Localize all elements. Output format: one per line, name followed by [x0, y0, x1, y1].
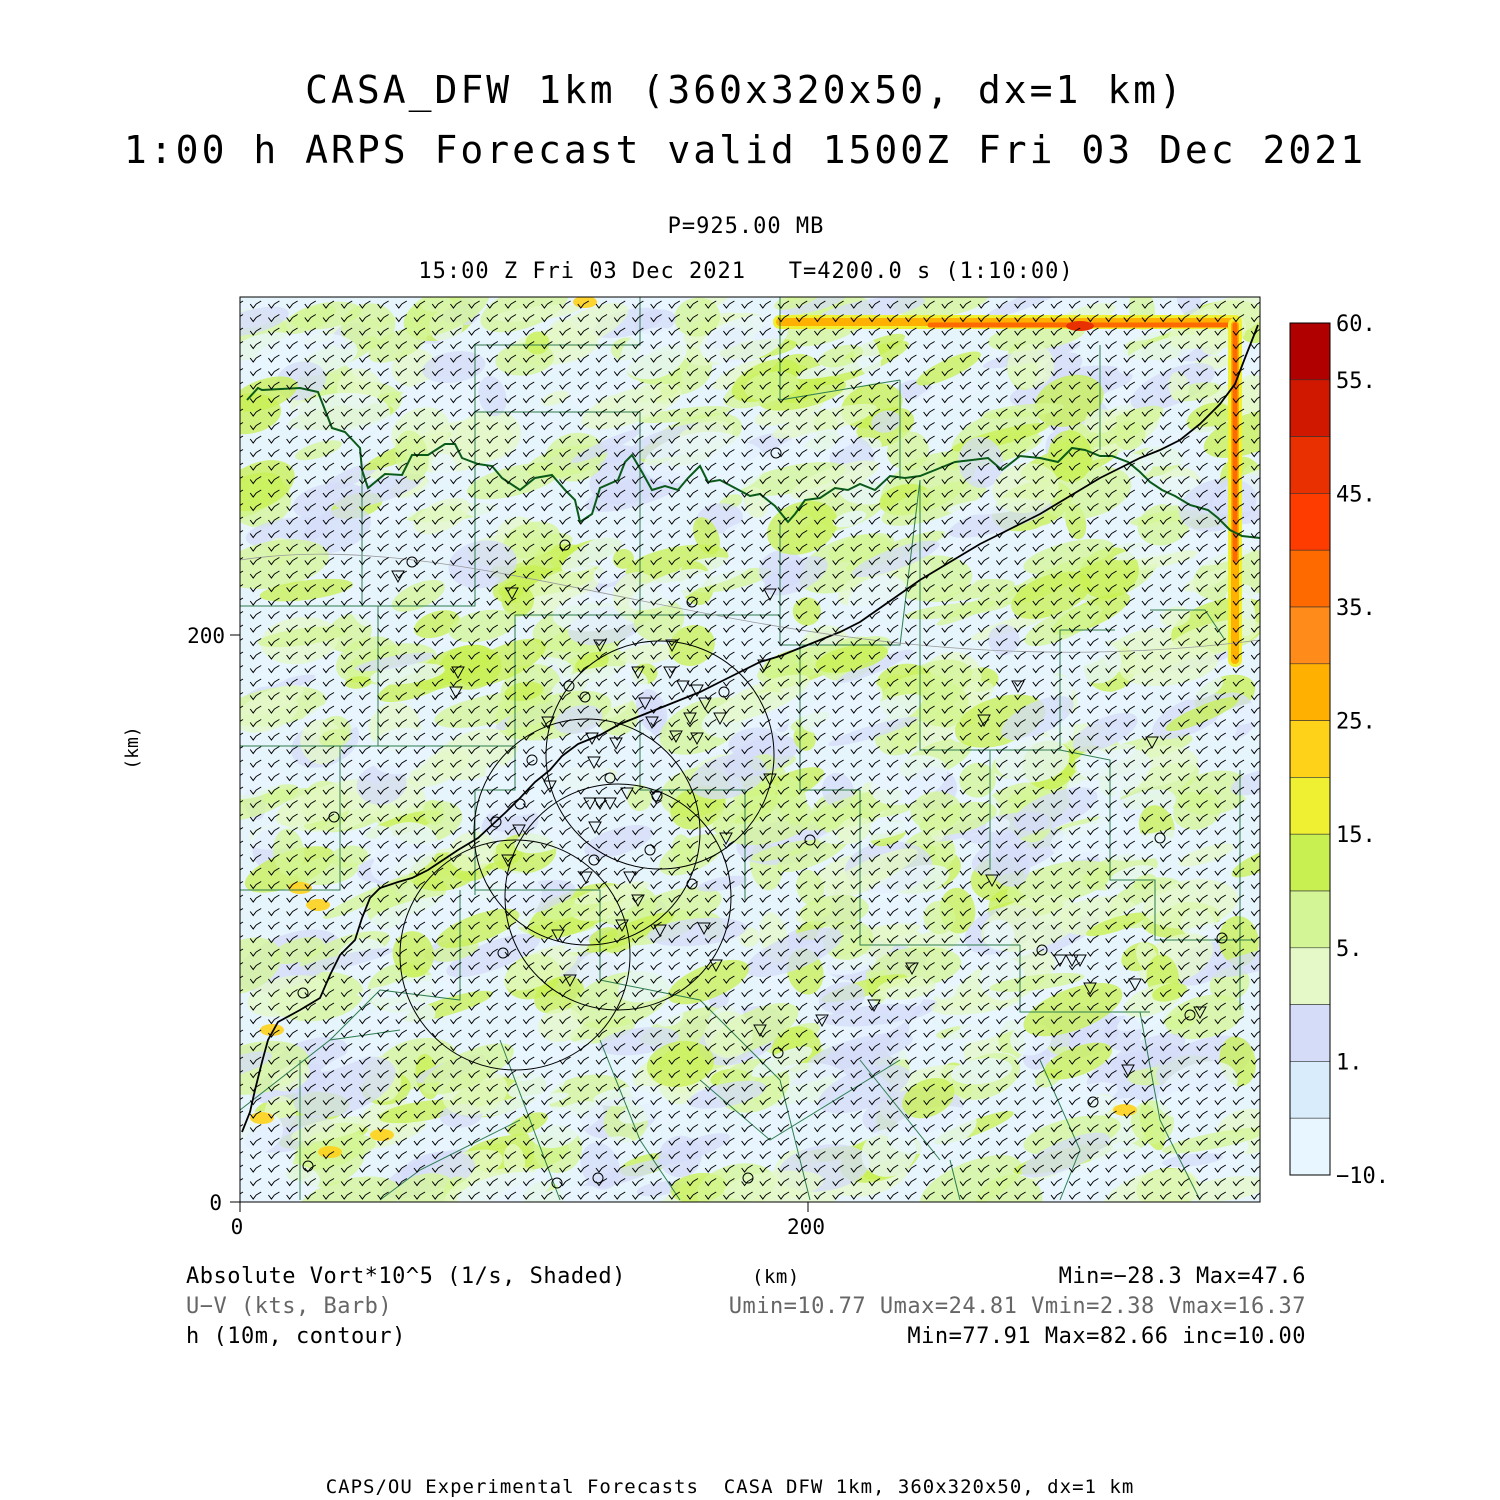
- colorbar-segment: [1290, 323, 1330, 380]
- colorbar-segment: [1290, 380, 1330, 437]
- colorbar-label: −10.: [1336, 1164, 1389, 1189]
- valid-time: 15:00 Z Fri 03 Dec 2021 T=4200.0 s (1:10:00): [418, 259, 1074, 284]
- vorticity-peak: [370, 1129, 394, 1141]
- colorbar-segment: [1290, 437, 1330, 494]
- vorticity-peak: [318, 1146, 342, 1158]
- colorbar-label: 60.: [1336, 312, 1376, 337]
- colorbar-segment: [1290, 721, 1330, 778]
- vorticity-shading: [192, 269, 1306, 1238]
- colorbar-label: 5.: [1336, 936, 1363, 962]
- colorbar-segment: [1290, 777, 1330, 834]
- chart-title-line1: CASA_DFW 1km (360x320x50, dx=1 km): [305, 68, 1185, 112]
- vorticity-peak: [1113, 1104, 1137, 1116]
- credit-line: CAPS/OU Experimental Forecasts CASA DFW 1km, 360x320x50, dx=1 km: [325, 1476, 1135, 1498]
- field2-range: Umin=10.77 Umax=24.81 Vmin=2.38 Vmax=16.37: [728, 1294, 1306, 1319]
- field3-name: h (10m, contour): [186, 1324, 406, 1349]
- x-tick-0: 0: [230, 1215, 244, 1239]
- colorbar-segment: [1290, 891, 1330, 948]
- chart-title-line2: 1:00 h ARPS Forecast valid 1500Z Fri 03 Dec 2021: [123, 128, 1367, 172]
- pressure-level: P=925.00 MB: [667, 214, 825, 239]
- x-axis-label: (km): [752, 1266, 800, 1288]
- colorbar-label: 25.: [1336, 709, 1376, 735]
- field2-name: U−V (kts, Barb): [186, 1294, 393, 1319]
- vorticity-peak: [1066, 321, 1094, 331]
- x-tick-200: 200: [787, 1215, 825, 1239]
- colorbar-segment: [1290, 948, 1330, 1005]
- colorbar-label: 45.: [1336, 482, 1376, 508]
- colorbar-segment: [1290, 493, 1330, 550]
- y-tick-0: 0: [209, 1191, 222, 1215]
- field3-range: Min=77.91 Max=82.66 inc=10.00: [907, 1324, 1306, 1349]
- field1-name: Absolute Vort*10^5 (1/s, Shaded): [186, 1264, 626, 1289]
- colorbar-segment: [1290, 834, 1330, 891]
- vorticity-peak: [573, 296, 597, 308]
- colorbar-label: 35.: [1336, 596, 1376, 621]
- colorbar-segment: [1290, 607, 1330, 664]
- colorbar-segment: [1290, 550, 1330, 607]
- colorbar: [1290, 312, 1389, 1189]
- colorbar-segment: [1290, 664, 1330, 721]
- colorbar-label: 55.: [1336, 368, 1376, 394]
- colorbar-segment: [1290, 1005, 1330, 1062]
- y-tick-200: 200: [187, 624, 225, 648]
- colorbar-label: 1.: [1336, 1050, 1363, 1076]
- y-axis-label: (km): [122, 726, 143, 770]
- colorbar-label: 15.: [1336, 823, 1376, 849]
- field1-range: Min=−28.3 Max=47.6: [1058, 1264, 1306, 1289]
- colorbar-segment: [1290, 1118, 1330, 1175]
- colorbar-segment: [1290, 1061, 1330, 1118]
